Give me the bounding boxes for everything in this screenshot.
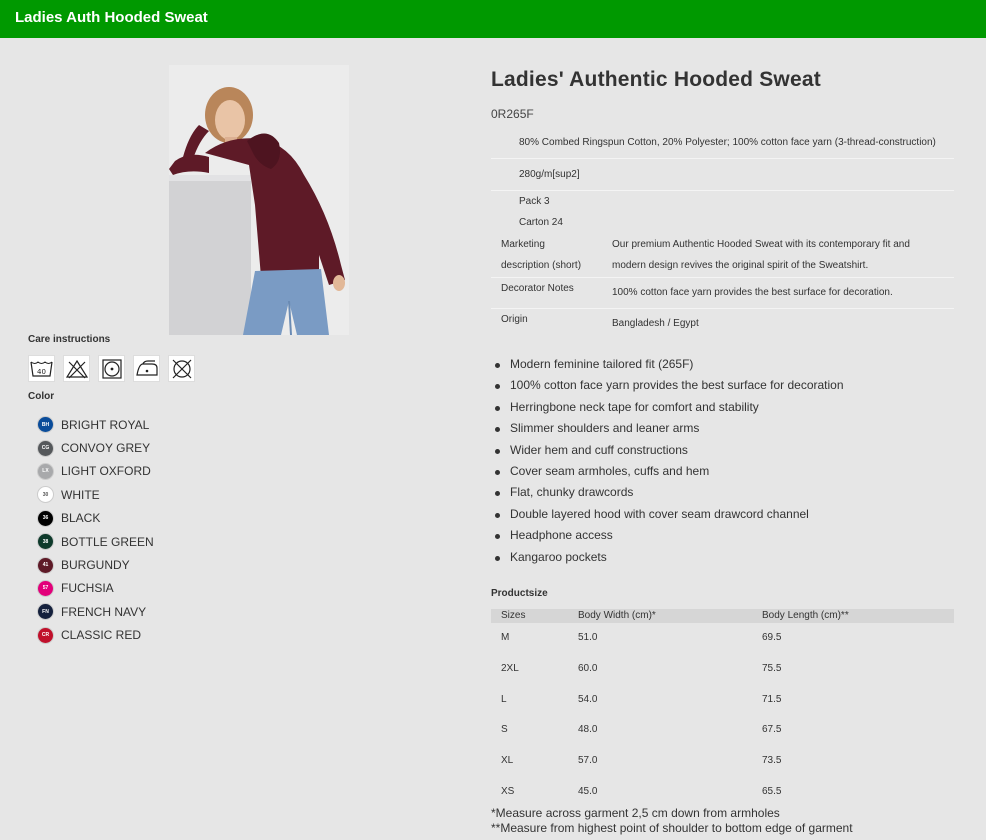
header-body-length: Body Length (cm)**: [762, 610, 849, 621]
marketing-text-line1: Our premium Authentic Hooded Sweat with its contemporary fit and: [612, 239, 910, 250]
carton-text: Carton 24: [519, 217, 563, 228]
feature-item: 100% cotton face yarn provides the best surface for decoration: [495, 375, 844, 396]
color-swatch: 36: [37, 510, 54, 527]
feature-item: Slimmer shoulders and leaner arms: [495, 418, 844, 439]
spec-decorator-notes: [491, 278, 954, 309]
feature-item: Headphone access: [495, 525, 844, 546]
length-cell: 69.5: [762, 632, 782, 643]
size-cell: 2XL: [501, 662, 519, 674]
table-row: [491, 623, 954, 654]
color-option-convoy-grey[interactable]: [37, 436, 154, 459]
spec-packaging: [491, 191, 954, 235]
size-table: [491, 609, 954, 808]
pack-text: Pack 3: [519, 196, 550, 207]
no-dry-clean-icon: [168, 355, 195, 382]
color-swatch: 30: [37, 486, 54, 503]
product-title: Ladies' Authentic Hooded Sweat: [491, 68, 821, 91]
wash-40-icon: [28, 355, 55, 382]
care-instructions-label: Care instructions: [28, 334, 111, 345]
width-cell: 57.0: [578, 755, 598, 767]
care-icons: [28, 355, 195, 382]
size-cell: XS: [501, 785, 515, 797]
measurement-note-length: **Measure from highest point of shoulder to bottom edge of garment: [491, 821, 853, 835]
color-swatch: 57: [37, 580, 54, 597]
marketing-label-line1: Marketing: [501, 239, 545, 250]
iron-low-icon: [133, 355, 160, 382]
origin-label: Origin: [501, 314, 528, 325]
color-name: CONVOY GREY: [61, 441, 151, 456]
color-swatch: 38: [37, 533, 54, 550]
feature-item: Double layered hood with cover seam drawcord channel: [495, 504, 844, 525]
color-option-fuchsia[interactable]: [37, 577, 154, 600]
spec-marketing: [491, 234, 954, 278]
color-option-white[interactable]: [37, 483, 154, 506]
header-body-width: Body Width (cm)*: [578, 610, 656, 621]
width-cell: 48.0: [578, 724, 598, 736]
weight-text: 280g/m[sup2]: [519, 169, 580, 180]
length-cell: 67.5: [762, 724, 782, 736]
size-cell: XL: [501, 755, 514, 767]
color-name: BRIGHT ROYAL: [61, 417, 150, 432]
feature-item: Cover seam armholes, cuffs and hem: [495, 461, 844, 482]
size-cell: M: [501, 632, 510, 643]
color-swatch: FN: [37, 603, 54, 620]
color-option-classic-red[interactable]: [37, 624, 154, 647]
header-sizes: Sizes: [501, 610, 526, 621]
product-photo-illustration: [169, 65, 349, 335]
feature-item: Wider hem and cuff constructions: [495, 440, 844, 461]
color-name: CLASSIC RED: [61, 628, 142, 643]
spec-composition: [491, 128, 954, 159]
decorator-text: 100% cotton face yarn provides the best surface for decoration.: [612, 287, 893, 298]
color-option-french-navy[interactable]: [37, 600, 154, 623]
width-cell: 45.0: [578, 785, 598, 797]
color-name: FRENCH NAVY: [61, 604, 147, 619]
measurement-note-width: *Measure across garment 2,5 cm down from armholes: [491, 806, 780, 820]
table-row: [491, 777, 954, 808]
product-sku: 0R265F: [491, 107, 534, 121]
size-table-header: [491, 609, 954, 623]
color-option-bottle-green[interactable]: [37, 530, 154, 553]
color-label: Color: [28, 391, 55, 402]
tumble-dry-low-icon: [98, 355, 125, 382]
width-cell: 54.0: [578, 693, 598, 705]
composition-text: 80% Combed Ringspun Cotton, 20% Polyester; 100% cotton face yarn (3-thread-construction): [519, 137, 936, 148]
color-name: BLACK: [61, 511, 101, 526]
productsize-label: Productsize: [491, 588, 548, 599]
table-row: [491, 746, 954, 777]
feature-item: Flat, chunky drawcords: [495, 482, 844, 503]
color-swatch: BH: [37, 416, 54, 433]
width-cell: 51.0: [578, 632, 598, 643]
color-name: FUCHSIA: [61, 581, 114, 596]
length-cell: 71.5: [762, 693, 782, 705]
length-cell: 73.5: [762, 755, 782, 767]
color-swatch: 41: [37, 557, 54, 574]
marketing-label-line2: description (short): [501, 260, 582, 271]
product-image: [169, 65, 349, 335]
feature-item: Modern feminine tailored fit (265F): [495, 354, 844, 375]
table-row: [491, 654, 954, 685]
feature-item: Herringbone neck tape for comfort and stability: [495, 397, 844, 418]
color-option-black[interactable]: [37, 507, 154, 530]
size-cell: L: [501, 693, 507, 705]
color-option-light-oxford[interactable]: [37, 460, 154, 483]
color-option-bright-royal[interactable]: [37, 413, 154, 436]
color-swatch: LX: [37, 463, 54, 480]
table-row: [491, 685, 954, 716]
marketing-text-line2: modern design revives the original spirit of the Sweatshirt.: [612, 260, 869, 271]
top-bar: [0, 0, 986, 38]
feature-list: [495, 354, 844, 568]
decorator-label: Decorator Notes: [501, 283, 574, 294]
length-cell: 65.5: [762, 785, 782, 797]
wash-temp: 40: [37, 367, 46, 376]
origin-text: Bangladesh / Egypt: [612, 318, 699, 329]
spec-origin: [491, 309, 954, 341]
width-cell: 60.0: [578, 662, 598, 674]
page-header-title: Ladies Auth Hooded Sweat: [15, 9, 208, 26]
color-name: WHITE: [61, 487, 100, 502]
feature-item: Kangaroo pockets: [495, 547, 844, 568]
color-swatch: CR: [37, 627, 54, 644]
no-bleach-icon: [63, 355, 90, 382]
color-swatch: CG: [37, 440, 54, 457]
size-cell: S: [501, 724, 508, 736]
color-name: BOTTLE GREEN: [61, 534, 154, 549]
color-name: LIGHT OXFORD: [61, 464, 151, 479]
measurement-notes: [491, 806, 853, 836]
length-cell: 75.5: [762, 662, 782, 674]
color-name: BURGUNDY: [61, 558, 130, 573]
color-option-burgundy[interactable]: [37, 553, 154, 576]
color-list: [37, 413, 154, 647]
table-row: [491, 715, 954, 746]
spec-weight: [491, 159, 954, 191]
